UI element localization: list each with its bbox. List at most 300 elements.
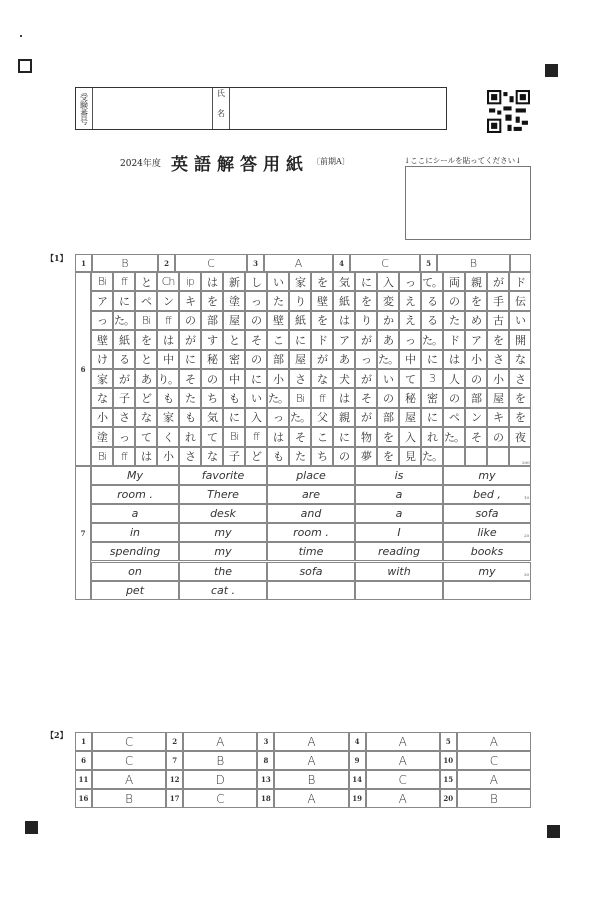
manuscript-cell[interactable]: 部 bbox=[267, 350, 289, 369]
manuscript-cell[interactable]: 犬 bbox=[333, 369, 355, 388]
qr-code bbox=[486, 90, 531, 133]
manuscript-cell[interactable]: と bbox=[135, 272, 157, 291]
manuscript-cell[interactable]: た。 bbox=[289, 408, 311, 427]
manuscript-cell[interactable]: キ bbox=[487, 408, 509, 427]
manuscript-cell[interactable]: た。 bbox=[377, 350, 399, 369]
manuscript-cell[interactable]: ff bbox=[157, 311, 179, 330]
manuscript-cell[interactable]: 密 bbox=[421, 388, 443, 407]
manuscript-cell[interactable]: を bbox=[311, 311, 333, 330]
examinee-info-box bbox=[75, 87, 447, 130]
manuscript-cell[interactable]: の bbox=[443, 291, 465, 310]
manuscript-cell[interactable]: Ch bbox=[157, 272, 179, 291]
manuscript-cell[interactable]: 小 bbox=[487, 369, 509, 388]
manuscript-cell[interactable]: 見 bbox=[399, 447, 421, 466]
question-number: 15 bbox=[440, 770, 457, 789]
answer-cell[interactable]: B bbox=[92, 789, 166, 808]
answer-cell[interactable]: B bbox=[183, 751, 257, 770]
answer-cell[interactable]: C bbox=[457, 751, 531, 770]
manuscript-cell[interactable]: っ bbox=[245, 291, 267, 310]
manuscript-cell[interactable]: ff bbox=[113, 447, 135, 466]
manuscript-cell[interactable]: 屋 bbox=[289, 350, 311, 369]
word-cell[interactable]: sofa bbox=[443, 504, 531, 523]
manuscript-cell[interactable]: Bi bbox=[91, 447, 113, 466]
manuscript-cell[interactable]: ff bbox=[113, 272, 135, 291]
manuscript-cell[interactable]: 気 bbox=[333, 272, 355, 291]
question-number: 7 bbox=[75, 466, 91, 600]
registration-mark-bottom-right bbox=[547, 825, 560, 838]
manuscript-cell[interactable]: ど bbox=[135, 388, 157, 407]
manuscript-cell[interactable]: 3 bbox=[421, 369, 443, 388]
manuscript-cell[interactable]: 人 bbox=[443, 369, 465, 388]
word-cell[interactable]: spending bbox=[91, 542, 179, 561]
manuscript-cell[interactable]: の bbox=[465, 369, 487, 388]
answer-cell[interactable]: A bbox=[274, 789, 348, 808]
manuscript-cell[interactable]: さ bbox=[509, 369, 531, 388]
word-count-marker: 20 bbox=[524, 533, 530, 539]
word-cell[interactable] bbox=[443, 581, 531, 600]
manuscript-cell[interactable]: に bbox=[355, 272, 377, 291]
word-cell[interactable]: sofa bbox=[267, 562, 355, 581]
answer-cell[interactable]: C bbox=[183, 789, 257, 808]
manuscript-cell[interactable]: 両 bbox=[443, 272, 465, 291]
exam-number-field[interactable] bbox=[92, 88, 213, 129]
manuscript-cell[interactable]: 家 bbox=[91, 369, 113, 388]
manuscript-cell[interactable]: Bi bbox=[91, 272, 113, 291]
manuscript-cell[interactable]: の bbox=[245, 350, 267, 369]
manuscript-cell[interactable]: 子 bbox=[223, 447, 245, 466]
manuscript-cell[interactable]: こ bbox=[311, 427, 333, 446]
word-cell[interactable]: place bbox=[267, 466, 355, 485]
manuscript-cell[interactable]: を bbox=[487, 330, 509, 349]
manuscript-cell[interactable]: に bbox=[421, 350, 443, 369]
blank-cell bbox=[510, 254, 531, 272]
manuscript-cell[interactable]: さ bbox=[179, 447, 201, 466]
manuscript-cell[interactable]: い bbox=[245, 388, 267, 407]
manuscript-cell[interactable]: ペ bbox=[135, 291, 157, 310]
manuscript-cell[interactable]: の bbox=[487, 427, 509, 446]
manuscript-cell[interactable]: た bbox=[443, 311, 465, 330]
manuscript-cell[interactable]: 部 bbox=[201, 311, 223, 330]
answer-cell[interactable]: C bbox=[350, 254, 420, 272]
manuscript-cell[interactable]: キ bbox=[179, 291, 201, 310]
manuscript-cell[interactable]: り bbox=[355, 311, 377, 330]
manuscript-cell[interactable] bbox=[443, 447, 465, 466]
question-number: 4 bbox=[333, 254, 350, 272]
manuscript-cell[interactable]: 密 bbox=[223, 350, 245, 369]
question-number: 20 bbox=[440, 789, 457, 808]
word-cell[interactable]: in bbox=[91, 523, 179, 542]
manuscript-cell[interactable]: い bbox=[377, 369, 399, 388]
word-cell[interactable]: my bbox=[443, 562, 531, 581]
manuscript-cell[interactable]: 気 bbox=[201, 408, 223, 427]
exam-number-label: 受験番号 bbox=[76, 88, 93, 129]
manuscript-cell[interactable]: そ bbox=[179, 369, 201, 388]
manuscript-cell[interactable]: り。 bbox=[157, 369, 179, 388]
manuscript-cell[interactable]: た。 bbox=[421, 330, 443, 349]
word-cell[interactable]: books bbox=[443, 542, 531, 561]
manuscript-cell[interactable]: の bbox=[333, 447, 355, 466]
manuscript-cell[interactable]: 手 bbox=[487, 291, 509, 310]
manuscript-cell[interactable]: っ bbox=[267, 408, 289, 427]
question-number: 6 bbox=[75, 272, 91, 466]
registration-mark-bottom-left bbox=[25, 821, 38, 834]
word-cell[interactable]: is bbox=[355, 466, 443, 485]
manuscript-cell[interactable]: は bbox=[135, 447, 157, 466]
manuscript-cell[interactable]: は bbox=[333, 388, 355, 407]
manuscript-cell[interactable]: た。 bbox=[113, 311, 135, 330]
word-cell[interactable]: the bbox=[179, 562, 267, 581]
manuscript-cell[interactable]: ド bbox=[311, 330, 333, 349]
answer-cell[interactable]: A bbox=[366, 751, 440, 770]
manuscript-cell[interactable]: は bbox=[443, 350, 465, 369]
question-number: 17 bbox=[166, 789, 183, 808]
answer-cell[interactable]: A bbox=[274, 732, 348, 751]
manuscript-cell[interactable]: は bbox=[333, 311, 355, 330]
manuscript-cell[interactable]: 子 bbox=[113, 388, 135, 407]
manuscript-cell[interactable]: が bbox=[179, 330, 201, 349]
word-cell[interactable]: cat . bbox=[179, 581, 267, 600]
manuscript-cell[interactable]: い bbox=[509, 311, 531, 330]
manuscript-cell[interactable]: っ bbox=[399, 330, 421, 349]
manuscript-cell[interactable]: Bi bbox=[223, 427, 245, 446]
manuscript-cell[interactable]: あ bbox=[333, 350, 355, 369]
manuscript-cell[interactable]: と bbox=[135, 350, 157, 369]
answer-cell[interactable]: A bbox=[457, 770, 531, 789]
manuscript-cell[interactable]: の bbox=[377, 388, 399, 407]
manuscript-cell[interactable]: 紙 bbox=[289, 311, 311, 330]
word-cell[interactable]: my bbox=[179, 542, 267, 561]
answer-cell[interactable]: B bbox=[457, 789, 531, 808]
word-cell[interactable]: room . bbox=[91, 485, 179, 504]
manuscript-cell[interactable]: も bbox=[157, 388, 179, 407]
question-number: 5 bbox=[420, 254, 437, 272]
manuscript-cell[interactable]: て bbox=[399, 369, 421, 388]
manuscript-cell[interactable]: さ bbox=[289, 369, 311, 388]
manuscript-cell[interactable]: く bbox=[157, 427, 179, 446]
answer-cell[interactable]: C bbox=[175, 254, 247, 272]
manuscript-cell[interactable]: る bbox=[421, 291, 443, 310]
answer-cell[interactable]: A bbox=[264, 254, 333, 272]
manuscript-cell[interactable]: を bbox=[377, 427, 399, 446]
manuscript-cell[interactable]: な bbox=[311, 369, 333, 388]
manuscript-cell[interactable]: こ bbox=[267, 330, 289, 349]
manuscript-cell[interactable]: た bbox=[267, 291, 289, 310]
manuscript-cell[interactable]: ff bbox=[311, 388, 333, 407]
manuscript-cell[interactable]: 入 bbox=[245, 408, 267, 427]
character-count-marker: 200 bbox=[522, 460, 530, 465]
answer-cell[interactable]: B bbox=[92, 254, 158, 272]
manuscript-cell[interactable]: が bbox=[355, 408, 377, 427]
manuscript-cell[interactable]: え bbox=[399, 291, 421, 310]
manuscript-cell[interactable]: 壁 bbox=[267, 311, 289, 330]
page-title: 英語解答用紙 bbox=[171, 155, 309, 175]
manuscript-cell[interactable]: 夢 bbox=[355, 447, 377, 466]
manuscript-cell[interactable]: に bbox=[245, 369, 267, 388]
manuscript-cell[interactable]: 屋 bbox=[223, 311, 245, 330]
manuscript-cell[interactable]: な bbox=[135, 408, 157, 427]
manuscript-cell[interactable]: ip bbox=[179, 272, 201, 291]
manuscript-cell[interactable]: を bbox=[377, 447, 399, 466]
manuscript-cell[interactable]: れ bbox=[179, 427, 201, 446]
manuscript-cell[interactable]: Bi bbox=[135, 311, 157, 330]
word-cell[interactable]: a bbox=[91, 504, 179, 523]
question-number: 14 bbox=[349, 770, 366, 789]
answer-cell[interactable]: A bbox=[183, 732, 257, 751]
question-number: 11 bbox=[75, 770, 92, 789]
manuscript-cell[interactable]: た。 bbox=[421, 447, 443, 466]
manuscript-cell[interactable]: 壁 bbox=[91, 330, 113, 349]
exam-term: 〔前期A〕 bbox=[312, 157, 350, 166]
manuscript-cell[interactable]: が bbox=[355, 369, 377, 388]
manuscript-cell[interactable]: ペ bbox=[443, 408, 465, 427]
manuscript-cell[interactable]: 家 bbox=[157, 408, 179, 427]
word-count-marker: 30 bbox=[524, 571, 530, 577]
name-label: 氏名 bbox=[213, 88, 230, 129]
manuscript-cell[interactable]: て bbox=[135, 427, 157, 446]
manuscript-cell[interactable]: 小 bbox=[91, 408, 113, 427]
question-number: 7 bbox=[166, 751, 183, 770]
answer-cell[interactable]: A bbox=[457, 732, 531, 751]
manuscript-cell[interactable]: 父 bbox=[311, 408, 333, 427]
word-cell[interactable]: pet bbox=[91, 581, 179, 600]
manuscript-cell[interactable]: は bbox=[201, 272, 223, 291]
manuscript-cell[interactable]: に bbox=[113, 291, 135, 310]
word-cell[interactable]: my bbox=[179, 523, 267, 542]
manuscript-cell[interactable]: に bbox=[289, 330, 311, 349]
manuscript-cell[interactable]: 夜 bbox=[509, 427, 531, 446]
manuscript-cell[interactable]: た bbox=[289, 447, 311, 466]
question-number: 3 bbox=[257, 732, 274, 751]
manuscript-cell[interactable]: も bbox=[179, 408, 201, 427]
manuscript-cell[interactable]: も bbox=[267, 447, 289, 466]
question-number: 5 bbox=[440, 732, 457, 751]
question-number: 12 bbox=[166, 770, 183, 789]
manuscript-cell[interactable]: そ bbox=[289, 427, 311, 446]
manuscript-cell[interactable]: ど bbox=[245, 447, 267, 466]
manuscript-cell[interactable]: 秘 bbox=[201, 350, 223, 369]
manuscript-cell[interactable]: Bi bbox=[289, 388, 311, 407]
manuscript-cell[interactable]: ff bbox=[245, 427, 267, 446]
manuscript-cell[interactable]: あ bbox=[377, 330, 399, 349]
word-cell[interactable]: and bbox=[267, 504, 355, 523]
manuscript-cell[interactable]: ド bbox=[509, 272, 531, 291]
manuscript-cell[interactable]: 物 bbox=[355, 427, 377, 446]
question-number: 6 bbox=[75, 751, 92, 770]
answer-cell[interactable]: A bbox=[366, 789, 440, 808]
word-cell[interactable]: room . bbox=[267, 523, 355, 542]
word-cell[interactable] bbox=[355, 581, 443, 600]
word-cell[interactable] bbox=[267, 581, 355, 600]
manuscript-cell[interactable]: 親 bbox=[465, 272, 487, 291]
manuscript-cell[interactable]: 中 bbox=[399, 350, 421, 369]
manuscript-cell[interactable]: に bbox=[179, 350, 201, 369]
manuscript-cell[interactable]: さ bbox=[113, 408, 135, 427]
manuscript-cell[interactable]: 伝 bbox=[509, 291, 531, 310]
manuscript-cell[interactable]: 小 bbox=[465, 350, 487, 369]
word-cell[interactable]: I bbox=[355, 523, 443, 542]
manuscript-cell[interactable]: 塗 bbox=[223, 291, 245, 310]
answer-cell[interactable]: C bbox=[366, 770, 440, 789]
manuscript-cell[interactable]: か bbox=[377, 311, 399, 330]
manuscript-cell[interactable]: 壁 bbox=[311, 291, 333, 310]
manuscript-cell[interactable]: 秘 bbox=[399, 388, 421, 407]
answer-cell[interactable]: C bbox=[92, 751, 166, 770]
manuscript-cell[interactable]: の bbox=[443, 388, 465, 407]
manuscript-cell[interactable]: た。 bbox=[267, 388, 289, 407]
manuscript-cell[interactable]: 変 bbox=[377, 291, 399, 310]
answer-cell[interactable]: B bbox=[437, 254, 510, 272]
manuscript-cell[interactable]: ち bbox=[311, 447, 333, 466]
word-cell[interactable]: are bbox=[267, 485, 355, 504]
manuscript-cell[interactable]: の bbox=[179, 311, 201, 330]
manuscript-cell[interactable]: っ bbox=[355, 350, 377, 369]
word-cell[interactable]: My bbox=[91, 466, 179, 485]
manuscript-cell[interactable]: ア bbox=[465, 330, 487, 349]
section-1-label: 【1】 bbox=[46, 253, 68, 263]
manuscript-cell[interactable]: あ bbox=[135, 369, 157, 388]
manuscript-cell[interactable]: 家 bbox=[289, 272, 311, 291]
manuscript-cell[interactable]: な bbox=[509, 350, 531, 369]
manuscript-cell[interactable]: っ bbox=[113, 427, 135, 446]
word-cell[interactable]: desk bbox=[179, 504, 267, 523]
question-number: 10 bbox=[440, 751, 457, 770]
sticker-instruction: ↓ここにシールを貼ってください↓ bbox=[404, 156, 522, 165]
manuscript-cell[interactable]: 古 bbox=[487, 311, 509, 330]
word-cell[interactable]: with bbox=[355, 562, 443, 581]
manuscript-cell[interactable]: 中 bbox=[223, 369, 245, 388]
manuscript-cell[interactable]: す bbox=[201, 330, 223, 349]
sticker-area bbox=[405, 166, 531, 240]
manuscript-cell[interactable]: 屋 bbox=[487, 388, 509, 407]
manuscript-cell[interactable]: っ bbox=[91, 311, 113, 330]
answer-cell[interactable]: B bbox=[274, 770, 348, 789]
manuscript-cell[interactable]: と bbox=[223, 330, 245, 349]
manuscript-cell[interactable]: が bbox=[113, 369, 135, 388]
manuscript-cell[interactable]: 開 bbox=[509, 330, 531, 349]
manuscript-cell[interactable]: 入 bbox=[399, 427, 421, 446]
manuscript-cell[interactable]: の bbox=[245, 311, 267, 330]
word-cell[interactable]: reading bbox=[355, 542, 443, 561]
manuscript-cell[interactable]: を bbox=[509, 408, 531, 427]
manuscript-cell[interactable]: 入 bbox=[377, 272, 399, 291]
manuscript-cell[interactable]: を bbox=[509, 388, 531, 407]
manuscript-cell[interactable]: さ bbox=[487, 350, 509, 369]
manuscript-cell[interactable]: 紙 bbox=[113, 330, 135, 349]
manuscript-cell[interactable]: 中 bbox=[157, 350, 179, 369]
manuscript-cell[interactable]: は bbox=[267, 427, 289, 446]
word-cell[interactable]: on bbox=[91, 562, 179, 581]
manuscript-cell[interactable]: 塗 bbox=[91, 427, 113, 446]
answer-cell[interactable]: A bbox=[92, 770, 166, 789]
manuscript-cell[interactable]: て bbox=[201, 427, 223, 446]
manuscript-cell[interactable]: に bbox=[333, 427, 355, 446]
word-cell[interactable]: bed , bbox=[443, 485, 531, 504]
manuscript-cell[interactable]: し bbox=[245, 272, 267, 291]
word-cell[interactable]: There bbox=[179, 485, 267, 504]
manuscript-cell[interactable]: を bbox=[201, 291, 223, 310]
word-cell[interactable]: time bbox=[267, 542, 355, 561]
manuscript-cell[interactable]: 部 bbox=[465, 388, 487, 407]
manuscript-cell[interactable]: れ bbox=[421, 427, 443, 446]
question-number: 4 bbox=[349, 732, 366, 751]
question-number: 8 bbox=[257, 751, 274, 770]
manuscript-cell[interactable]: の bbox=[201, 369, 223, 388]
word-cell[interactable]: my bbox=[443, 466, 531, 485]
manuscript-cell[interactable]: が bbox=[311, 350, 333, 369]
manuscript-cell[interactable]: た bbox=[179, 388, 201, 407]
manuscript-cell[interactable]: に bbox=[421, 408, 443, 427]
manuscript-cell[interactable]: 新 bbox=[223, 272, 245, 291]
manuscript-cell[interactable]: て。 bbox=[421, 272, 443, 291]
manuscript-cell[interactable]: も bbox=[223, 388, 245, 407]
question-number: 9 bbox=[349, 751, 366, 770]
manuscript-cell[interactable]: た。 bbox=[443, 427, 465, 446]
manuscript-cell[interactable]: な bbox=[201, 447, 223, 466]
answer-cell[interactable]: A bbox=[274, 751, 348, 770]
manuscript-cell[interactable]: な bbox=[91, 388, 113, 407]
manuscript-cell[interactable]: を bbox=[465, 291, 487, 310]
manuscript-cell[interactable]: 紙 bbox=[333, 291, 355, 310]
exam-year: 2024年度 bbox=[120, 159, 161, 169]
registration-mark-top-right bbox=[545, 64, 558, 77]
manuscript-cell[interactable]: 部 bbox=[377, 408, 399, 427]
manuscript-cell[interactable]: を bbox=[135, 330, 157, 349]
manuscript-cell[interactable]: り bbox=[289, 291, 311, 310]
manuscript-cell[interactable]: を bbox=[311, 272, 333, 291]
manuscript-cell[interactable]: る bbox=[113, 350, 135, 369]
manuscript-cell[interactable]: が bbox=[355, 330, 377, 349]
word-count-marker: 10 bbox=[524, 495, 530, 501]
manuscript-cell[interactable]: そ bbox=[465, 427, 487, 446]
manuscript-cell[interactable]: は bbox=[157, 330, 179, 349]
manuscript-cell[interactable]: い bbox=[267, 272, 289, 291]
manuscript-cell[interactable]: 屋 bbox=[399, 408, 421, 427]
scan-dot bbox=[20, 35, 22, 37]
word-cell[interactable]: a bbox=[355, 504, 443, 523]
manuscript-cell[interactable]: け bbox=[91, 350, 113, 369]
manuscript-cell[interactable]: る bbox=[421, 311, 443, 330]
manuscript-cell[interactable]: ン bbox=[465, 408, 487, 427]
manuscript-cell[interactable]: 小 bbox=[157, 447, 179, 466]
manuscript-cell[interactable]: ン bbox=[157, 291, 179, 310]
question-number: 2 bbox=[166, 732, 183, 751]
word-cell[interactable]: favorite bbox=[179, 466, 267, 485]
manuscript-cell[interactable]: え bbox=[399, 311, 421, 330]
manuscript-cell[interactable]: 小 bbox=[267, 369, 289, 388]
answer-cell[interactable]: A bbox=[366, 732, 440, 751]
manuscript-cell[interactable] bbox=[487, 447, 509, 466]
manuscript-cell[interactable]: そ bbox=[355, 388, 377, 407]
name-field[interactable] bbox=[230, 88, 446, 129]
manuscript-cell[interactable]: ち bbox=[201, 388, 223, 407]
answer-cell[interactable]: D bbox=[183, 770, 257, 789]
manuscript-cell[interactable]: ド bbox=[443, 330, 465, 349]
manuscript-cell[interactable]: ア bbox=[333, 330, 355, 349]
word-cell[interactable]: like bbox=[443, 523, 531, 542]
manuscript-cell[interactable]: め bbox=[465, 311, 487, 330]
manuscript-cell[interactable]: っ bbox=[399, 272, 421, 291]
manuscript-cell[interactable]: が bbox=[487, 272, 509, 291]
manuscript-cell[interactable]: に bbox=[223, 408, 245, 427]
registration-mark-top-left bbox=[18, 59, 32, 73]
manuscript-cell[interactable] bbox=[465, 447, 487, 466]
answer-cell[interactable]: C bbox=[92, 732, 166, 751]
manuscript-cell[interactable]: ア bbox=[91, 291, 113, 310]
word-cell[interactable]: a bbox=[355, 485, 443, 504]
manuscript-cell[interactable]: そ bbox=[245, 330, 267, 349]
manuscript-cell[interactable]: 親 bbox=[333, 408, 355, 427]
manuscript-cell[interactable]: を bbox=[355, 291, 377, 310]
